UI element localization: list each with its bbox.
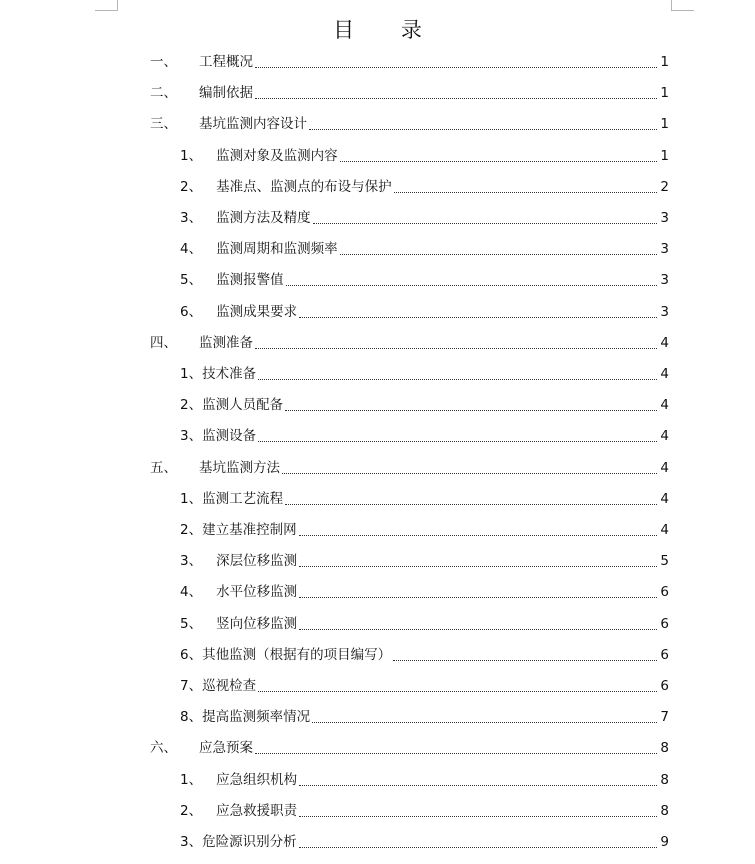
toc-entry[interactable] xyxy=(180,550,669,572)
toc-entry-page-number: 6 xyxy=(660,615,669,632)
toc-entry-label: 监测工艺流程 xyxy=(202,490,284,507)
toc-entry-label: 监测周期和监测频率 xyxy=(216,241,338,258)
toc-dot-leader xyxy=(393,660,657,661)
toc-entry-label: 基准点、监测点的布设与保护 xyxy=(216,178,392,195)
toc-entry-label: 监测人员配备 xyxy=(202,397,284,414)
toc-dot-leader xyxy=(340,254,658,255)
toc-entry-number: 2、 xyxy=(180,178,203,195)
toc-entry-label: 应急救援职责 xyxy=(216,802,298,819)
toc-dot-leader xyxy=(299,597,657,598)
toc-entry[interactable] xyxy=(180,581,669,603)
toc-dot-leader xyxy=(299,535,658,536)
toc-entry-number: 5、 xyxy=(180,615,203,632)
toc-dot-leader xyxy=(286,285,658,286)
toc-dot-leader xyxy=(285,504,657,505)
toc-title: 目 录 xyxy=(333,18,442,42)
toc-entry-number: 二、 xyxy=(150,85,177,102)
toc-dot-leader xyxy=(299,847,658,848)
toc-entry[interactable] xyxy=(180,176,669,198)
toc-entry-label: 监测方法及精度 xyxy=(216,210,311,226)
toc-entry[interactable] xyxy=(180,519,669,541)
toc-entry[interactable] xyxy=(180,145,669,167)
toc-entry-number: 6、 xyxy=(180,303,203,320)
toc-entry-page-number: 4 xyxy=(660,490,669,507)
toc-entry[interactable] xyxy=(180,488,669,510)
toc-entry-number: 6、 xyxy=(180,646,203,663)
toc-dot-leader xyxy=(258,691,657,692)
toc-entry-label: 建立基准控制网 xyxy=(202,522,297,538)
toc-dot-leader xyxy=(282,473,657,474)
toc-entry-page-number: 8 xyxy=(660,740,669,757)
toc-entry-number: 1、 xyxy=(180,490,203,507)
toc-entry-number: 4、 xyxy=(180,241,203,258)
toc-entry[interactable] xyxy=(180,269,669,291)
toc-dot-leader xyxy=(258,441,657,442)
toc-entry[interactable] xyxy=(150,737,669,759)
toc-entry-page-number: 8 xyxy=(660,802,669,819)
toc-dot-leader xyxy=(299,629,657,630)
toc-entry[interactable] xyxy=(180,301,669,323)
toc-entry[interactable] xyxy=(180,613,669,635)
toc-entry-page-number: 1 xyxy=(660,116,669,133)
toc-entry-label: 监测成果要求 xyxy=(216,303,298,320)
toc-entry-number: 一、 xyxy=(150,54,177,70)
toc-entry-number: 7、 xyxy=(180,678,203,694)
toc-entry[interactable] xyxy=(150,82,669,104)
toc-entry-number: 1、 xyxy=(180,771,203,788)
toc-entry-number: 3、 xyxy=(180,428,203,445)
toc-entry-page-number: 6 xyxy=(660,584,669,601)
toc-entry-number: 六、 xyxy=(150,740,177,757)
toc-entry-number: 3、 xyxy=(180,834,203,850)
toc-entry-number: 2、 xyxy=(180,397,203,414)
toc-dot-leader xyxy=(255,753,657,754)
toc-entry-number: 4、 xyxy=(180,584,203,601)
toc-entry-label: 工程概况 xyxy=(199,54,253,70)
toc-dot-leader xyxy=(299,317,657,318)
toc-entry-label: 基坑监测内容设计 xyxy=(199,116,307,133)
toc-dot-leader xyxy=(299,785,657,786)
toc-dot-leader xyxy=(258,379,657,380)
toc-dot-leader xyxy=(309,129,657,130)
toc-entry[interactable] xyxy=(150,113,669,135)
toc-entry-page-number: 1 xyxy=(660,85,669,102)
toc-entry-page-number: 7 xyxy=(660,709,669,726)
toc-entry-number: 2、 xyxy=(180,522,203,538)
toc-entry-page-number: 3 xyxy=(660,241,669,258)
toc-entry-number: 5、 xyxy=(180,272,203,289)
toc-dot-leader xyxy=(313,223,658,224)
toc-entry-page-number: 3 xyxy=(660,272,669,289)
toc-dot-leader xyxy=(255,67,657,68)
toc-entry-page-number: 1 xyxy=(660,147,669,164)
toc-entry-label: 竖向位移监测 xyxy=(216,615,298,632)
toc-entry[interactable] xyxy=(150,457,669,479)
toc-entry-label: 提高监测频率情况 xyxy=(202,709,311,726)
toc-entry-label: 基坑监测方法 xyxy=(199,459,280,476)
toc-entry-label: 应急预案 xyxy=(199,740,253,757)
toc-dot-leader xyxy=(255,98,657,99)
toc-entry[interactable] xyxy=(180,238,669,260)
toc-dot-leader xyxy=(299,816,657,817)
toc-entry-page-number: 5 xyxy=(660,553,669,570)
toc-entry-label: 技术准备 xyxy=(202,366,257,382)
toc-entry[interactable] xyxy=(180,363,669,385)
toc-dot-leader xyxy=(285,410,657,411)
toc-entry-label: 应急组织机构 xyxy=(216,771,298,788)
toc-entry[interactable] xyxy=(180,831,669,853)
toc-entry-page-number: 4 xyxy=(660,366,669,382)
toc-entry-label: 深层位移监测 xyxy=(216,553,298,570)
toc-dot-leader xyxy=(340,161,658,162)
toc-entry-label: 监测报警值 xyxy=(216,272,284,289)
toc-entry-number: 1、 xyxy=(180,366,203,382)
toc-entry-page-number: 3 xyxy=(660,210,669,226)
toc-entry-label: 监测准备 xyxy=(199,334,253,351)
toc-entry-number: 1、 xyxy=(180,147,203,164)
toc-entry-number: 四、 xyxy=(150,334,177,351)
crop-mark-top-right xyxy=(671,0,694,11)
toc-entry-page-number: 1 xyxy=(660,54,669,70)
toc-entry-label: 其他监测（根据有的项目编写） xyxy=(202,646,392,663)
toc-entry-page-number: 4 xyxy=(660,334,669,351)
toc-entry-page-number: 4 xyxy=(660,428,669,445)
toc-entry-number: 3、 xyxy=(180,553,203,570)
toc-entry-page-number: 4 xyxy=(660,397,669,414)
toc-entry[interactable] xyxy=(150,51,669,73)
toc-entry-page-number: 8 xyxy=(660,771,669,788)
toc-entry-page-number: 9 xyxy=(660,834,669,850)
toc-entry-page-number: 4 xyxy=(660,522,669,538)
toc-entry-number: 五、 xyxy=(150,459,177,476)
toc-entry[interactable] xyxy=(180,800,669,822)
toc-entry-number: 8、 xyxy=(180,709,203,726)
toc-entry[interactable] xyxy=(180,769,669,791)
toc-entry-label: 危险源识别分析 xyxy=(202,834,297,850)
toc-dot-leader xyxy=(312,722,657,723)
toc-entry-number: 三、 xyxy=(150,116,177,133)
toc-entry-label: 监测对象及监测内容 xyxy=(216,147,338,164)
toc-entry[interactable] xyxy=(180,706,669,728)
toc-entry-number: 2、 xyxy=(180,802,203,819)
toc-entry[interactable] xyxy=(180,644,669,666)
toc-entry-page-number: 6 xyxy=(660,678,669,694)
crop-mark-top-left xyxy=(95,0,118,11)
toc-entry-label: 编制依据 xyxy=(199,85,253,102)
toc-dot-leader xyxy=(299,566,657,567)
toc-entry-label: 巡视检查 xyxy=(202,678,257,694)
toc-dot-leader xyxy=(394,192,658,193)
toc-dot-leader xyxy=(255,348,657,349)
toc-entry-page-number: 2 xyxy=(660,178,669,195)
toc-entry-number: 3、 xyxy=(180,210,203,226)
toc-entry[interactable] xyxy=(180,394,669,416)
toc-entry[interactable] xyxy=(180,425,669,447)
toc-entry-label: 监测设备 xyxy=(202,428,257,445)
toc-entry-page-number: 3 xyxy=(660,303,669,320)
toc-entry[interactable] xyxy=(180,207,669,229)
toc-entry-page-number: 6 xyxy=(660,646,669,663)
toc-entry-label: 水平位移监测 xyxy=(216,584,298,601)
toc-entry[interactable] xyxy=(180,675,669,697)
toc-entry-page-number: 4 xyxy=(660,459,669,476)
toc-entry[interactable] xyxy=(150,332,669,354)
